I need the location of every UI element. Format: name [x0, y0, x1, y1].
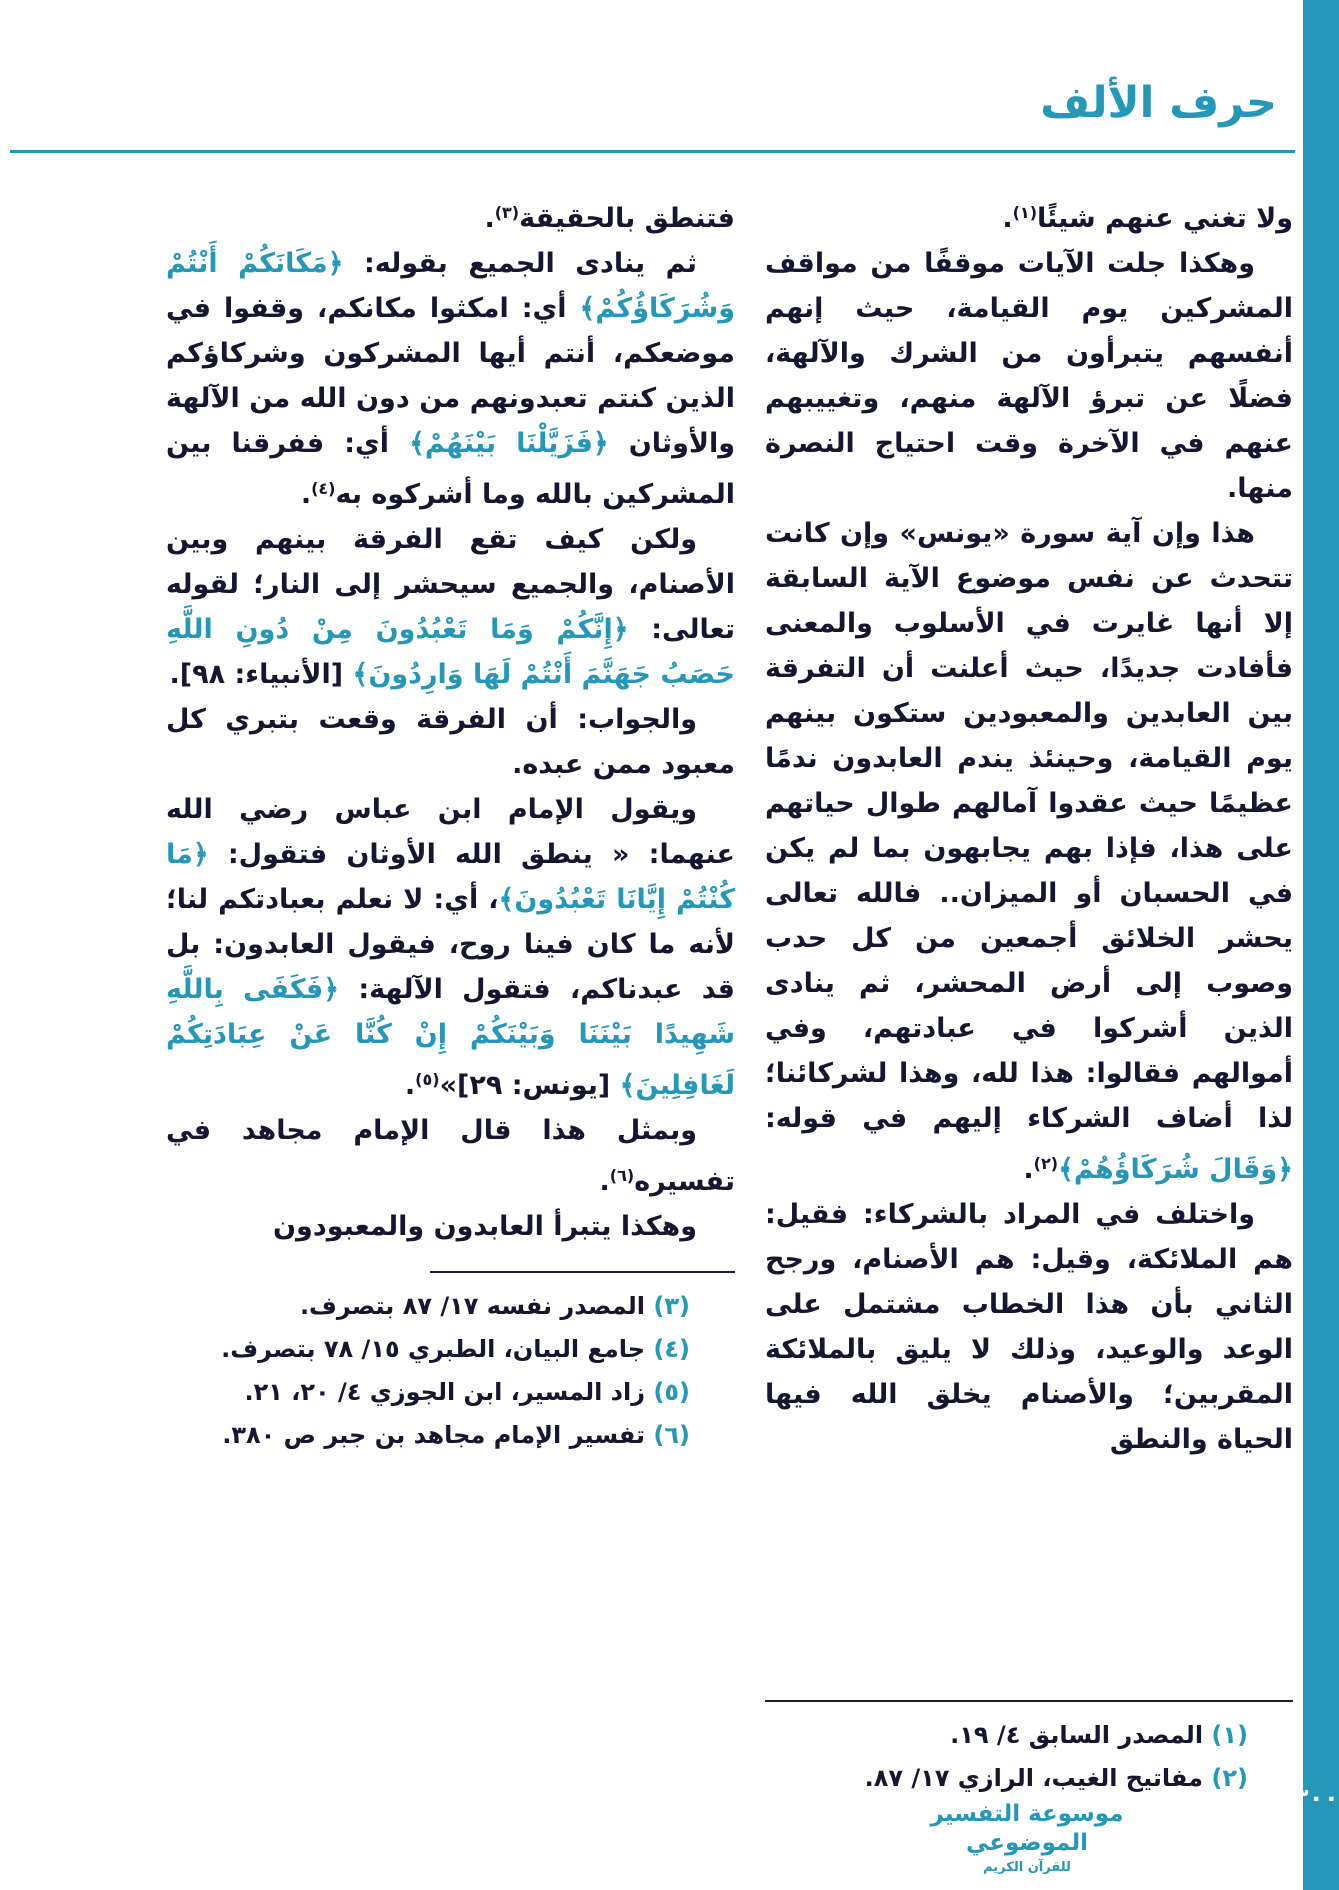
footnote-number: (٥)	[645, 1378, 690, 1406]
body-text: أي: ففرقنا بين المشركين بالله وما أشركوه به	[166, 428, 735, 510]
column-right-footnotes-list	[765, 1714, 1293, 1800]
body-text: فتنطق بالحقيقة	[519, 203, 735, 234]
quran-verse: ﴿فَكَفَى بِاللَّهِ شَهِيدًا بَيْنَنَا وَبَيْنَكُمْ إِنْ كُنَّا عَنْ عِبَادَتِكُمْ لَغَافِلِينَ﴾	[166, 974, 735, 1101]
column-right-footnotes	[765, 1700, 1293, 1800]
body-text: وهكذا يتبرأ العابدون والمعبودون	[273, 1211, 697, 1242]
body-text: وبمثل هذا قال الإمام مجاهد في تفسيره	[166, 1115, 735, 1197]
footnote-text: تفسير الإمام مجاهد بن جبر ص ٣٨٠.	[222, 1421, 646, 1449]
footnote-marker: (١)	[1012, 203, 1037, 222]
body-text: وهكذا جلت الآيات موقفًا من مواقف المشركين يوم القيامة، حيث إنهم أنفسهم يتبرأون من الشرك والآلهة، فضلًا عن تبرؤ الآلهة منهم، وتغييبهم عنهم في الآخرة وقت احتياج النصرة منها.	[765, 248, 1293, 504]
footnote-number: (٢)	[1203, 1764, 1248, 1792]
body-text: واختلف في المراد بالشركاء: فقيل: هم الملائكة، وقيل: هم الأصنام، ورجح الثاني بأن هذا الخطاب مشتمل على الوعد والوعيد، وذلك لا يليق بالملائكة المقربين؛ والأصنام يخلق الله فيها الحياة والنطق	[765, 1199, 1293, 1455]
body-text: ولا تغني عنهم شيئًا	[1037, 203, 1293, 234]
publisher-logo-subtitle: للقرآن الكريم	[983, 1859, 1071, 1875]
footnote-text: مفاتيح الغيب، الرازي ١٧/ ٨٧.	[864, 1764, 1204, 1792]
column-right	[765, 190, 1293, 1800]
body-text: .	[599, 1166, 610, 1197]
footnote-marker: (٥)	[415, 1070, 440, 1089]
quran-verse: ﴿مَا كُنْتُمْ إِيَّانَا تَعْبُدُونَ﴾	[166, 839, 735, 915]
footnote-number: (١)	[1203, 1721, 1248, 1749]
footnote	[765, 1757, 1293, 1800]
footnote-marker: (٣)	[494, 203, 520, 222]
body-text: ولكن كيف تقع الفرقة بينهم وبين الأصنام، والجميع سيحشر إلى النار؛ لقوله تعالى:	[166, 524, 735, 645]
publisher-logo	[927, 1800, 1127, 1876]
body-text: [الأنبياء: ٩٨].	[169, 659, 353, 690]
paragraph	[166, 241, 735, 517]
footnote	[166, 1328, 735, 1371]
paragraph	[166, 787, 735, 1108]
body-text: [يونس: ٢٩]»	[439, 1070, 620, 1101]
body-text: أي: امكثوا مكانكم، وقفوا في موضعكم، أنتم أيها المشركون وشركاؤكم الذين كنتم تعبدونهم من دون الله من الآلهة والأوثان	[166, 293, 735, 459]
body-text: .	[404, 1070, 416, 1101]
column-right-paragraphs	[765, 190, 1293, 1462]
column-left-footnotes	[166, 1271, 735, 1457]
body-text: .	[1002, 203, 1013, 234]
footnote-text: زاد المسير، ابن الجوزي ٤/ ٢٠، ٢١.	[244, 1378, 646, 1406]
footnote-text: المصدر نفسه ١٧/ ٨٧ بتصرف.	[299, 1292, 646, 1320]
column-left	[166, 190, 735, 1800]
quran-verse: ﴿مَكَانَكُمْ أَنْتُمْ وَشُرَكَاؤُكُمْ﴾	[166, 248, 735, 324]
chapter-title: حرف الألف	[1040, 78, 1277, 128]
quran-verse: ﴿وَقَالَ شُرَكَاؤُهُمْ﴾	[1058, 1154, 1293, 1185]
footnote-number: (٦)	[645, 1421, 690, 1449]
page-number: ٣٠٠	[1293, 1783, 1339, 1812]
footnote	[166, 1371, 735, 1414]
paragraph	[765, 511, 1293, 1192]
footnote-text: المصدر السابق ٤/ ١٩.	[950, 1721, 1204, 1749]
footnote	[765, 1714, 1293, 1757]
page-edge-bar	[1293, 0, 1339, 1890]
body-text: ، أي: لا نعلم بعبادتكم لنا؛ لأنه ما كان فينا روح، فيقول العابدون: بل قد عبدناكم، فتقول الآلهة:	[166, 884, 735, 1005]
paragraph	[765, 1192, 1293, 1462]
footnote	[166, 1414, 735, 1457]
body-text: ثم ينادى الجميع بقوله:	[343, 248, 697, 279]
paragraph	[765, 190, 1293, 241]
header-rule	[10, 150, 1295, 153]
publisher-logo-title: موسوعة التفسير الموضوعي	[930, 1801, 1124, 1856]
paragraph	[166, 190, 735, 241]
paragraph	[166, 1108, 735, 1204]
body-text: .	[300, 479, 312, 510]
quran-verse: ﴿إِنَّكُمْ وَمَا تَعْبُدُونَ مِنْ دُونِ اللَّهِ حَصَبُ جَهَنَّمَ أَنْتُمْ لَهَا وَارِدُونَ﴾	[166, 614, 735, 690]
footnote-marker: (٢)	[1033, 1154, 1059, 1173]
footnote-marker: (٤)	[311, 479, 336, 498]
column-left-paragraphs	[166, 190, 735, 1249]
footnote-marker: (٦)	[609, 1166, 635, 1185]
body-text: .	[1023, 1154, 1034, 1185]
footnote	[166, 1285, 735, 1328]
body-text: والجواب: أن الفرقة وقعت بتبري كل معبود ممن عبده.	[166, 704, 735, 780]
footnote-text: جامع البيان، الطبري ١٥/ ٧٨ بتصرف.	[221, 1335, 646, 1363]
footnote-number: (٣)	[645, 1292, 690, 1320]
quran-verse: ﴿فَزَيَّلْنَا بَيْنَهُمْ﴾	[409, 428, 609, 459]
paragraph	[166, 517, 735, 697]
text-columns	[166, 190, 1293, 1800]
paragraph	[765, 241, 1293, 511]
column-left-footnotes-list	[166, 1285, 735, 1457]
body-text: ويقول الإمام ابن عباس رضي الله عنهما: « ينطق الله الأوثان فتقول:	[166, 794, 735, 870]
footnote-separator	[430, 1271, 735, 1273]
paragraph	[166, 1204, 735, 1249]
paragraph	[166, 697, 735, 787]
body-text: هذا وإن آية سورة «يونس» وإن كانت تتحدث عن نفس موضوع الآية السابقة إلا أنها غايرت في الأسلوب والمعنى فأفادت جديدًا، حيث أعلنت أن التفرقة بين العابدين والمعبودين ستكون بينهم يوم القيامة، وحينئذ يندم العابدون ندمًا عظيمًا حيث عقدوا آمالهم طوال حياتهم على هذا، فإذا بهم يجابهون بما لم يكن في الحسبان أو الميزان.. فالله تعالى يحشر الخلائق أجمعين من كل حدب وصوب إلى أرض المحشر، ثم ينادى الذين أشركوا في عبادتهم، وفي أموالهم فقالوا: هذا لله، وهذا لشركائنا؛ لذا أضاف الشركاء إليهم في قوله:	[765, 518, 1293, 1134]
footnote-number: (٤)	[645, 1335, 690, 1363]
body-text: .	[484, 203, 495, 234]
footnote-separator	[765, 1700, 1293, 1702]
